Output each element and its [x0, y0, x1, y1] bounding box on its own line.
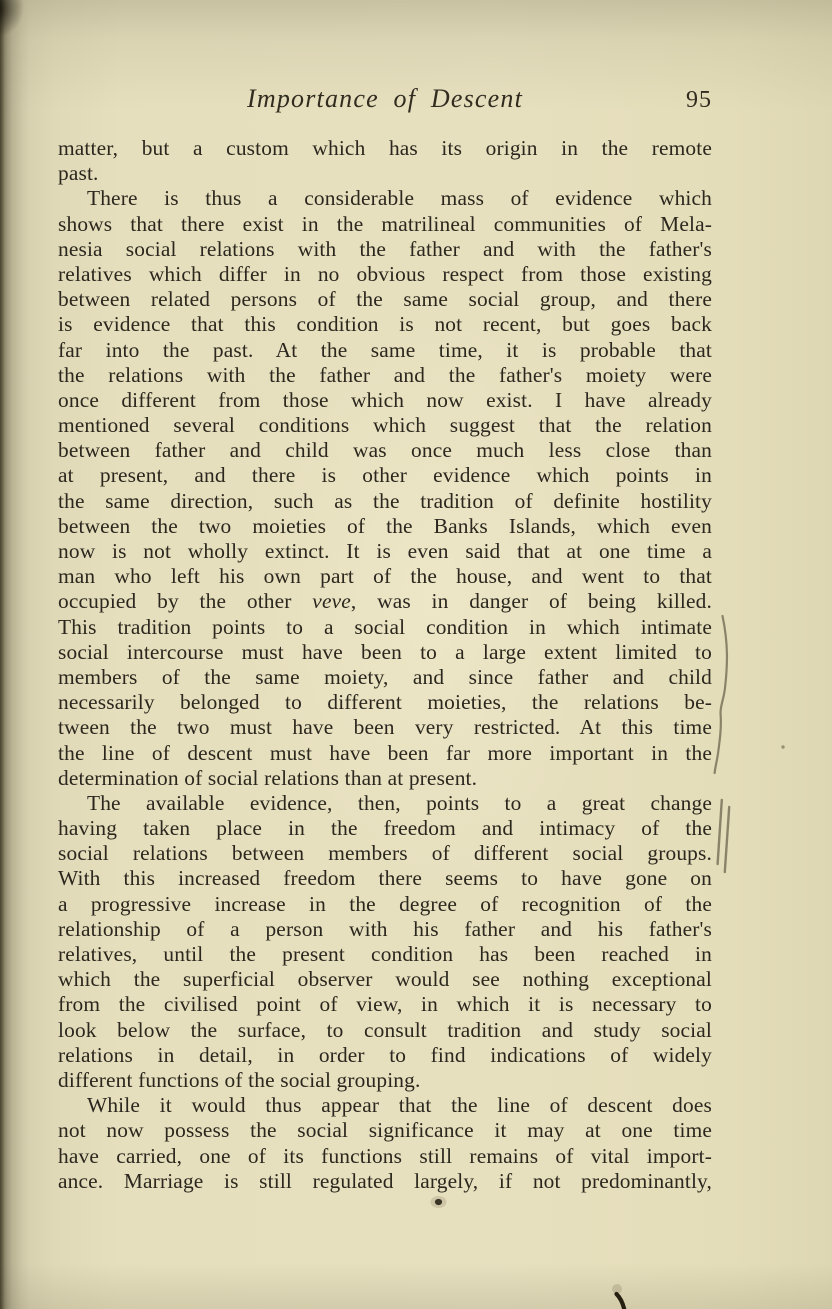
text-line: have carried, one of its functions still remains of vital import-	[58, 1143, 712, 1168]
text-line: occupied by the other veve, was in danger of being killed.	[58, 589, 712, 614]
page-number: 95	[686, 87, 712, 113]
ink-dot-mark	[435, 1199, 442, 1205]
text-line: social relations between members of different social groups.	[58, 841, 712, 866]
text-line: This tradition points to a social condition in which intimate	[58, 614, 712, 639]
ink-dot-halo	[431, 1196, 447, 1208]
pencil-dot-mark	[781, 745, 784, 748]
text-line: ance. Marriage is still regulated largely, if not predominantly,	[58, 1168, 712, 1193]
paragraph	[58, 186, 712, 791]
text-line: matter, but a custom which has its origin in the remote	[58, 136, 712, 160]
text-line: With this increased freedom there seems to have gone on	[58, 866, 712, 891]
bottom-ink-mark	[617, 1294, 625, 1309]
text-line: a progressive increase in the degree of recognition of the	[58, 891, 712, 916]
text-line: is evidence that this condition is not recent, but goes back	[58, 312, 712, 337]
paragraph	[58, 791, 712, 1093]
text-line: shows that there exist in the matrilineal communities of Mela-	[58, 211, 712, 236]
text-line: necessarily belonged to different moieties, the relations be-	[58, 690, 712, 715]
text-line: The available evidence, then, points to a great change	[87, 790, 712, 815]
text-line: There is thus a considerable mass of evidence which	[87, 186, 712, 211]
paragraph	[58, 136, 712, 186]
page-title: Importance of Descent	[246, 84, 524, 113]
text-line: between the two moieties of the Banks Islands, which even	[58, 513, 712, 538]
text-line: look below the surface, to consult tradition and study social	[58, 1017, 712, 1042]
text-line: which the superficial observer would see nothing exceptional	[58, 967, 712, 992]
text-line: at present, and there is other evidence which points in	[58, 463, 712, 488]
text-line: past.	[58, 161, 99, 186]
text-line: While it would thus appear that the line of descent does	[87, 1093, 712, 1118]
text-line: once different from those which now exist. I have already	[58, 387, 712, 412]
text-line: nesia social relations with the father and with the father's	[58, 236, 712, 261]
paragraph	[58, 1093, 712, 1194]
top-left-corner-shadow	[0, 0, 46, 70]
left-edge-shadow	[0, 0, 30, 1309]
text-line: members of the same moiety, and since father and child	[58, 664, 712, 689]
text-line: having taken place in the freedom and intimacy of the	[58, 816, 712, 841]
text-line: between related persons of the same social group, and there	[58, 287, 712, 312]
text-line: far into the past. At the same time, it is probable that	[58, 337, 712, 362]
text-line: from the civilised point of view, in which it is necessary to	[58, 992, 712, 1017]
text-line: between father and child was once much less close than	[58, 438, 712, 463]
text-line: the line of descent must have been far more important in the	[58, 740, 712, 765]
text-line: man who left his own part of the house, and went to that	[58, 564, 712, 589]
text-line: different functions of the social grouping.	[58, 1067, 421, 1092]
text-line: relatives which differ in no obvious respect from those existing	[58, 261, 712, 286]
text-line: social intercourse must have been to a large extent limited to	[58, 639, 712, 664]
text-line: relations in detail, in order to find indications of widely	[58, 1042, 712, 1067]
text-line: mentioned several conditions which suggest that the relation	[58, 413, 712, 438]
pencil-curve-mark	[715, 616, 727, 773]
text-line: now is not wholly extinct. It is even said that at one time a	[58, 539, 712, 563]
text-line: the same direction, such as the tradition of definite hostility	[58, 488, 712, 513]
text-line: determination of social relations than at present.	[58, 765, 478, 790]
pencil-double-stroke-mark	[725, 807, 729, 872]
text-line: relatives, until the present condition has been reached in	[58, 942, 712, 966]
text-line: tween the two must have been very restricted. At this time	[58, 715, 712, 740]
page-body	[58, 136, 712, 1194]
text-line: not now possess the social significance it may at one time	[58, 1118, 712, 1143]
bottom-ink-smudge	[612, 1284, 622, 1294]
text-line: the relations with the father and the father's moiety were	[58, 362, 712, 387]
pencil-double-stroke-mark	[718, 800, 722, 864]
text-line: relationship of a person with his father and his father's	[58, 916, 712, 941]
